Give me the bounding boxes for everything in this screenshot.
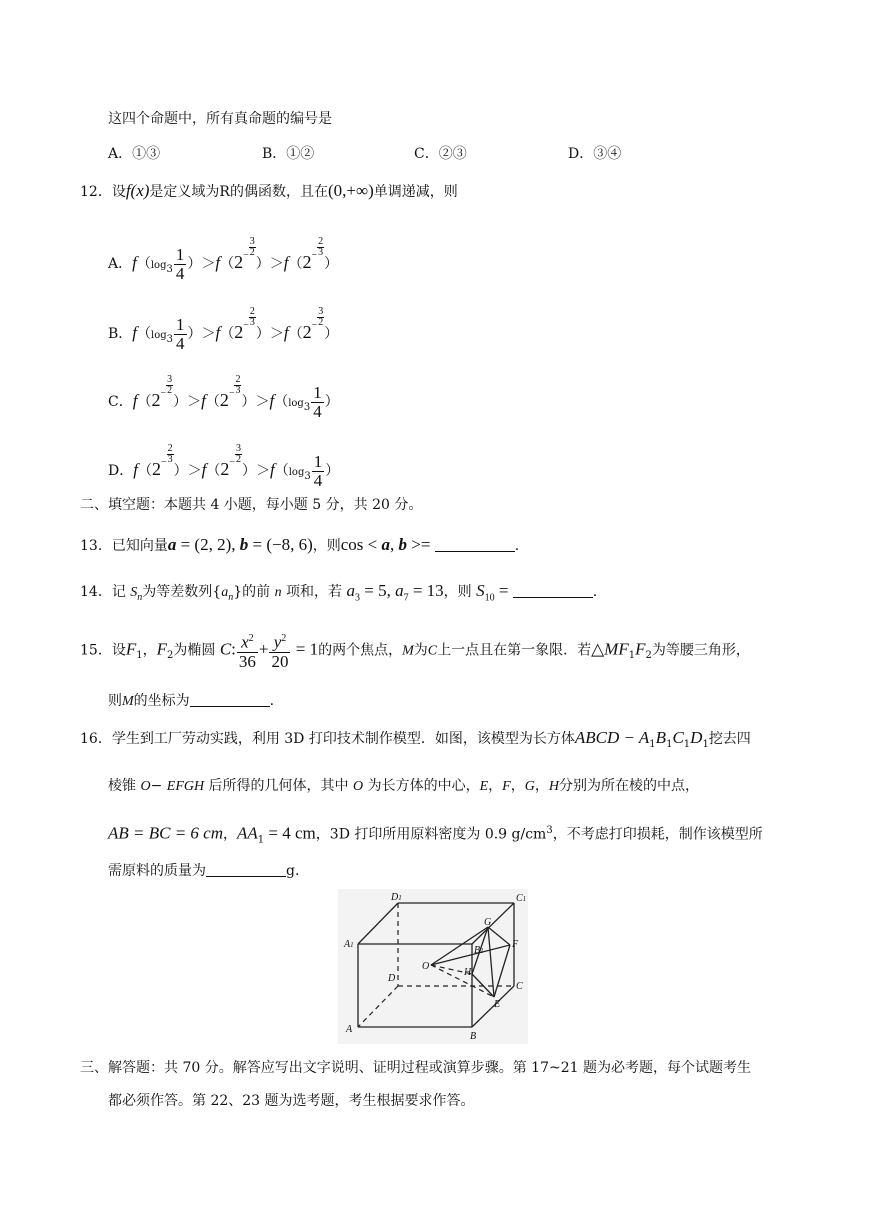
q16-line-4: 需原料的质量为 g. bbox=[108, 863, 300, 879]
q14: 14．记 $S_n$为等差数列$\{a_n\}$的前 n 项和，若 $a_3 = 5$, $a_7 = 13$，则 $S_{10}$ = . bbox=[80, 581, 598, 604]
svg-text:H: H bbox=[464, 967, 472, 978]
svg-text:F: F bbox=[512, 939, 519, 950]
cuboid-diagram bbox=[338, 889, 528, 1044]
svg-text:A1: A1 bbox=[344, 939, 354, 950]
q16-line-1: 16．学生到工厂劳动实践，利用 3D 打印技术制作模型．如图，该模型为长方体ABCD − $A_1B_1C_1D_1$挖去四 bbox=[80, 728, 751, 750]
q12-option-c: C．f（2− $\frac{3}{2}$ ）＞f（2− $\frac{2}{3}$ ）$>f(\log_3$ $\frac{1}{4}$ ） bbox=[108, 374, 339, 421]
q15-line-2: 则M的坐标为 . bbox=[108, 693, 275, 709]
q11-option-c: C．②③ bbox=[414, 146, 467, 162]
svg-text:C: C bbox=[516, 981, 523, 992]
q14-answer-blank bbox=[513, 583, 593, 598]
svg-text:B1: B1 bbox=[474, 945, 484, 956]
svg-text:O: O bbox=[422, 961, 430, 972]
q11-option-a: A．①③ bbox=[108, 146, 161, 162]
svg-text:C1: C1 bbox=[516, 893, 527, 904]
q13: 13．已知向量a = (2, 2), b = (−8, 6)，则cos < a, b >= . bbox=[80, 535, 520, 554]
svg-text:D1: D1 bbox=[391, 892, 402, 903]
q11-intro: 这四个命题中，所有真命题的编号是 bbox=[108, 111, 332, 127]
svg-text:G: G bbox=[484, 917, 492, 928]
q13-answer-blank bbox=[435, 537, 515, 552]
svg-text:A: A bbox=[346, 1024, 353, 1035]
q11-option-d: D．③④ bbox=[568, 146, 622, 162]
q11-option-b: B．①② bbox=[262, 146, 315, 162]
svg-text:B: B bbox=[470, 1031, 477, 1042]
q15-answer-blank bbox=[190, 692, 270, 707]
q16-line-2: 棱锥 O− EFGH 后所得的几何体，其中 O 为长方体的中心，E，F，G，H分别为所在棱的中点， bbox=[108, 778, 699, 794]
svg-text:D: D bbox=[388, 973, 396, 984]
q12-option-d: D．f（2− $\frac{2}{3}$ ）＞f（2− $\frac{3}{2}$ ）$>f(\log_3$ $\frac{1}{4}$ ） bbox=[108, 443, 340, 490]
section-2-heading: 二、填空题：本题共 4 小题，每小题 5 分，共 20 分。 bbox=[80, 497, 423, 513]
q16-line-3: AB = BC = 6 cm，$AA_1 = 4$ cm，3D 打印所用原料密度为 0.9 $g/cm^3$，不考虑打印损耗，制作该模型所 bbox=[108, 823, 763, 846]
q15-line-1: 15．设$F_1$，$F_2$为椭圆 C: $\frac{x^2}{36}$ + $\frac{y^2}{20}$ = 1的两个焦点，M为C上一点且在第一象限．若$\triangle MF_1F_2$为等腰三角形， bbox=[80, 630, 750, 674]
q12-option-b: B．$f(\log_3$ $\frac{1}{4}$ ）＞f（2− $\frac{2}{3}$ ）＞f（2− $\frac{3}{2}$ ） bbox=[108, 306, 339, 353]
section-3-line-1: 三、解答题：共 70 分。解答应写出文字说明、证明过程或演算步骤。第 17~21 题为必考题，每个试题考生 bbox=[80, 1060, 751, 1076]
q16-answer-blank bbox=[206, 862, 286, 877]
q12-option-a: A．$f(\log_3$ $\frac{1}{4}$ ）＞f（2− $\frac{3}{2}$ ）＞f（2− $\frac{2}{3}$ ） bbox=[108, 236, 339, 283]
q12-stem: 12．设f(x)是定义域为R的偶函数，且在(0,+∞)单调递减，则 bbox=[80, 181, 458, 200]
section-3-line-2: 都必须作答。第 22、23 题为选考题，考生根据要求作答。 bbox=[108, 1093, 475, 1109]
cuboid-figure bbox=[338, 889, 528, 1044]
svg-text:E: E bbox=[494, 999, 501, 1010]
